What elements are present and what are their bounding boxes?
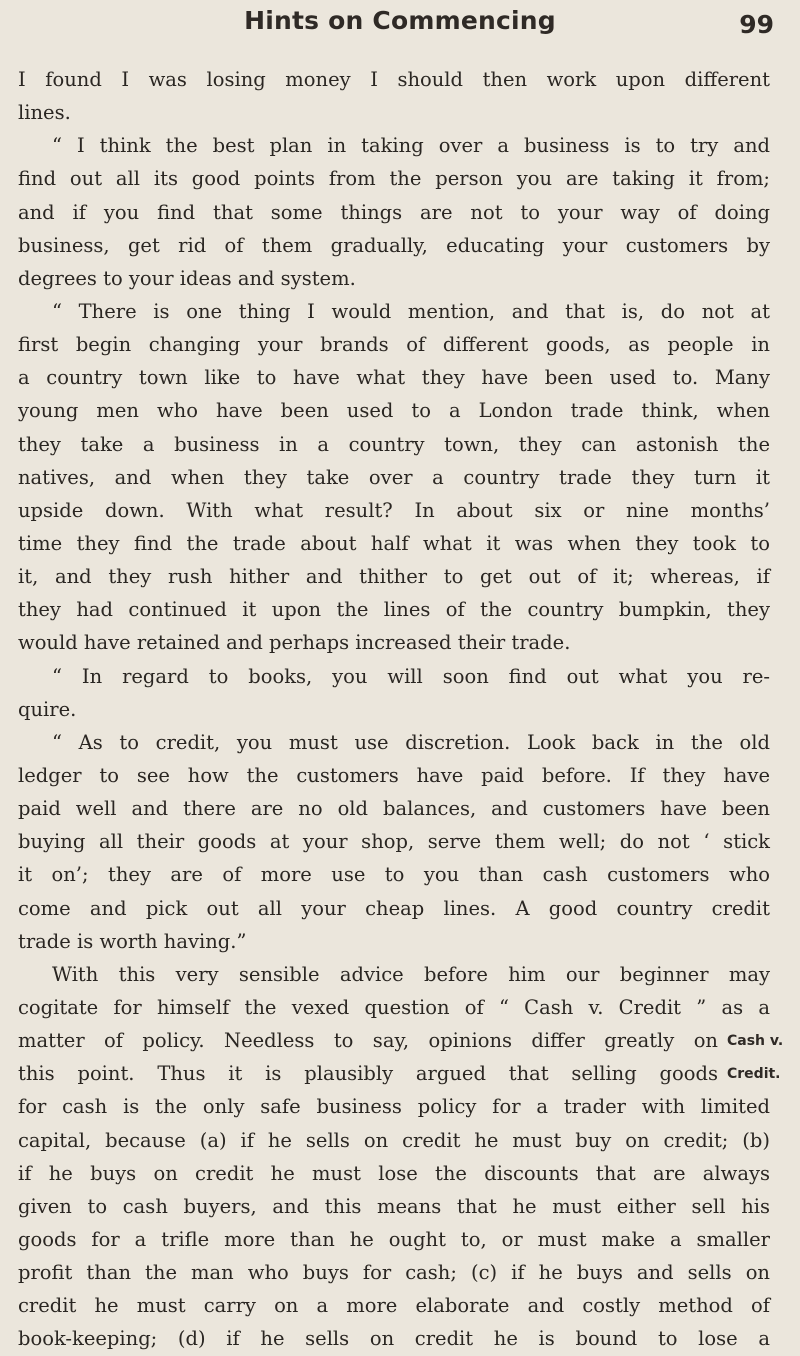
text-line: “ In regard to books, you will soon find out what you re- <box>52 664 770 688</box>
page-number: 99 <box>739 10 774 39</box>
text-line: would have retained and perhaps increased their trade. <box>18 631 571 655</box>
text-line: “ I think the best plan in taking over a business is to try and <box>52 134 770 158</box>
text-line: “ There is one thing I would mention, and that is, do not at <box>52 299 770 323</box>
text-line: find out all its good points from the person you are taking it from; <box>18 167 770 191</box>
body-text <box>18 63 770 1355</box>
text-line: trade is worth having.” <box>18 929 247 953</box>
text-line: young men who have been used to a London trade think, when <box>18 399 770 423</box>
text-line: capital, because (a) if he sells on credit he must buy on credit; (b) <box>18 1128 770 1152</box>
text-line: “ As to credit, you must use discretion. Look back in the old <box>52 730 770 754</box>
margin-note-credit: Credit. <box>727 1066 781 1082</box>
running-head <box>0 0 800 50</box>
text-line: first begin changing your brands of different goods, as people in <box>18 333 770 357</box>
text-line: paid well and there are no old balances, and customers have been <box>18 797 770 821</box>
text-line: credit he must carry on a more elaborate and costly method of <box>18 1294 770 1318</box>
text-line: for cash is the only safe business policy for a trader with limited <box>18 1095 770 1119</box>
text-line: and if you find that some things are not to your way of doing <box>18 200 770 224</box>
text-line: lines. <box>18 101 71 125</box>
text-line: book-keeping; (d) if he sells on credit he is bound to lose a <box>18 1327 770 1351</box>
text-line: degrees to your ideas and system. <box>18 266 356 290</box>
text-line: cogitate for himself the vexed question of “ Cash v. Credit ” as a <box>18 995 770 1019</box>
text-line: come and pick out all your cheap lines. A good country credit <box>18 896 770 920</box>
text-line: it on’; they are of more use to you than cash customers who <box>18 863 770 887</box>
text-line: ledger to see how the customers have paid before. If they have <box>18 763 770 787</box>
text-line: if he buys on credit he must lose the discounts that are always <box>18 1161 770 1185</box>
text-line: upside down. With what result? In about six or nine months’ <box>18 498 770 522</box>
text-line: profit than the man who buys for cash; (c) if he buys and sells on <box>18 1261 770 1285</box>
running-title: Hints on Commencing <box>244 6 556 35</box>
text-line: a country town like to have what they have been used to. Many <box>18 366 770 390</box>
text-line: business, get rid of them gradually, educating your customers by <box>18 233 770 257</box>
text-line: matter of policy. Needless to say, opinions differ greatly on <box>18 1029 718 1053</box>
text-line: I found I was losing money I should then work upon different <box>18 68 770 91</box>
text-line: given to cash buyers, and this means that he must either sell his <box>18 1194 770 1218</box>
margin-note-cash: Cash v. <box>727 1033 784 1049</box>
text-line: it, and they rush hither and thither to get out of it; whereas, if <box>18 565 770 589</box>
text-line: With this very sensible advice before him our beginner may <box>52 962 770 986</box>
text-line: natives, and when they take over a country trade they turn it <box>18 465 770 489</box>
text-line: this point. Thus it is plausibly argued that selling goods <box>18 1062 718 1086</box>
text-line: goods for a trifle more than he ought to, or must make a smaller <box>18 1227 770 1251</box>
text-line: they had continued it upon the lines of the country bumpkin, they <box>18 598 770 622</box>
text-line: buying all their goods at your shop, serve them well; do not ‘ stick <box>18 830 770 854</box>
text-line: quire. <box>18 697 77 721</box>
text-line: time they find the trade about half what it was when they took to <box>18 531 770 555</box>
text-line: they take a business in a country town, they can astonish the <box>18 432 770 456</box>
